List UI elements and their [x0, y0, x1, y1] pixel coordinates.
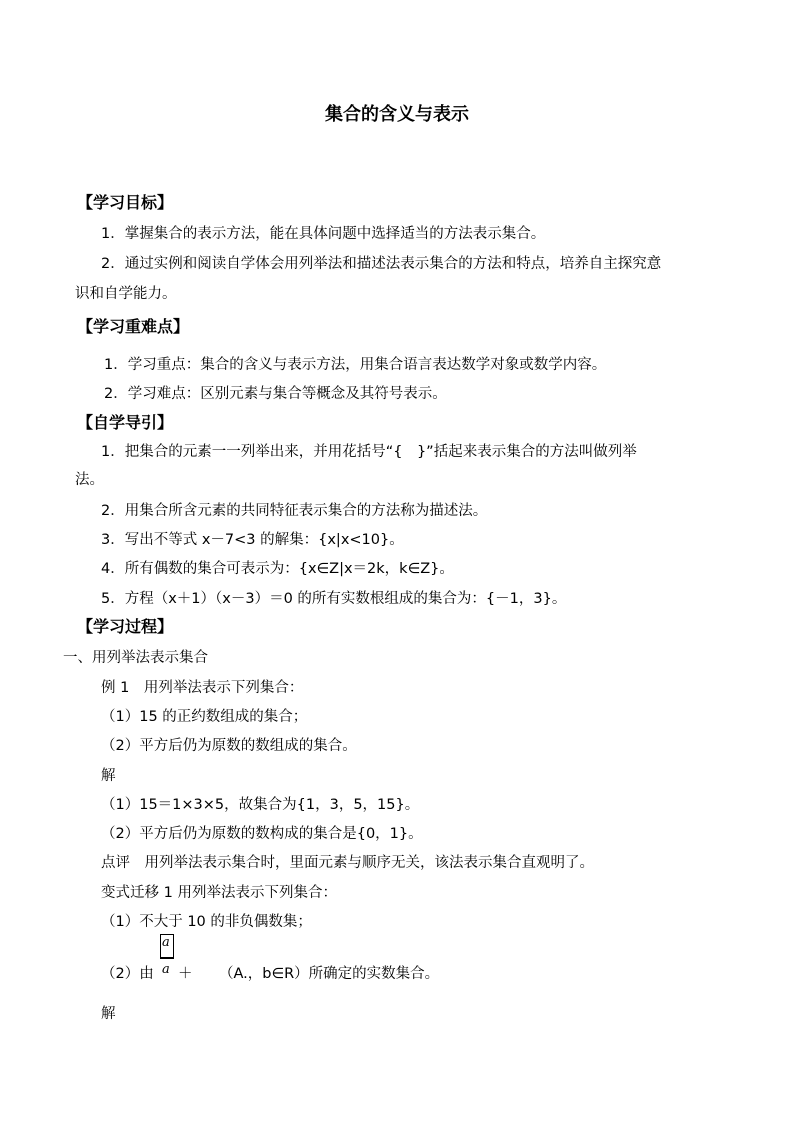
heading-key-points: 【学习重难点】	[77, 317, 190, 336]
variant-1-question-2-plus: ＋	[178, 966, 193, 982]
key-point-item-1: 1．学习重点：集合的含义与表示方法，用集合语言表达数学对象或数学内容。	[104, 357, 607, 373]
fraction-numerator: a	[162, 935, 170, 950]
solution-label-2: 解	[101, 1006, 116, 1022]
page-title: 集合的含义与表示	[325, 104, 469, 125]
fraction-bar	[160, 958, 174, 959]
heading-guide: 【自学导引】	[77, 413, 174, 432]
example-1: 例 1 用列举法表示下列集合：	[101, 680, 304, 696]
goal-item-1: 1．掌握集合的表示方法，能在具体问题中选择适当的方法表示集合。	[101, 226, 546, 242]
variant-1: 变式迁移 1 用列举法表示下列集合：	[101, 885, 337, 901]
variant-1-question-2-suffix: （A.，b∈R）所确定的实数集合。	[219, 966, 440, 982]
variant-1-question-1: （1）不大于 10 的非负偶数集；	[101, 914, 312, 930]
guide-item-1-line-2: 法。	[75, 472, 104, 488]
goal-item-2-line-1: 2．通过实例和阅读自学体会用列举法和描述法表示集合的方法和特点，培养自主探究意	[101, 256, 662, 272]
guide-item-1-line-1: 1．把集合的元素一一列举出来，并用花括号“{ }”括起来表示集合的方法叫做列举	[101, 444, 637, 460]
variant-1-question-2-prefix: （2）由	[101, 966, 154, 982]
solution-label: 解	[101, 768, 116, 784]
example-1-answer-2: （2）平方后仍为原数的数构成的集合是{0，1}。	[101, 826, 423, 842]
heading-process: 【学习过程】	[77, 617, 174, 636]
example-1-question-2: （2）平方后仍为原数的数组成的集合。	[101, 738, 357, 754]
guide-item-5: 5．方程（x＋1）（x－3）＝0 的所有实数根组成的集合为：{－1，3}。	[101, 591, 567, 607]
goal-item-2-line-2: 识和自学能力。	[75, 286, 177, 302]
guide-item-2: 2．用集合所含元素的共同特征表示集合的方法称为描述法。	[101, 503, 488, 519]
fraction-denominator: a	[162, 962, 170, 977]
example-1-question-1: （1）15 的正约数组成的集合；	[101, 709, 308, 725]
heading-goals: 【学习目标】	[77, 193, 174, 212]
guide-item-3: 3．写出不等式 x－7<3 的解集：{x|x<10}。	[101, 532, 404, 548]
guide-item-4: 4．所有偶数的集合可表示为：{x∈Z|x＝2k，k∈Z}。	[101, 561, 454, 577]
key-point-item-2: 2．学习难点：区别元素与集合等概念及其符号表示。	[104, 386, 447, 402]
comment: 点评 用列举法表示集合时，里面元素与顺序无关，该法表示集合直观明了。	[101, 855, 594, 871]
example-1-answer-1: （1）15＝1×3×5，故集合为{1，3，5，15}。	[101, 797, 420, 813]
section-enumeration: 一、用列举法表示集合	[63, 650, 208, 666]
fraction-a-over-a	[160, 934, 174, 978]
